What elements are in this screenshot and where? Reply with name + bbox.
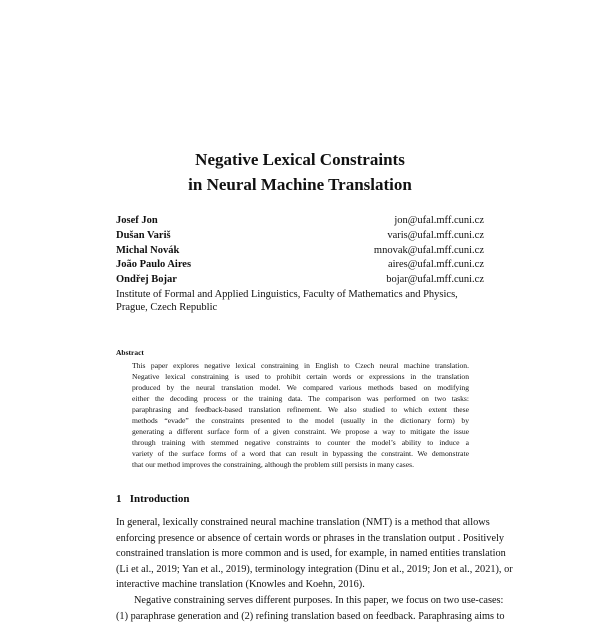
abstract-body xyxy=(132,360,469,470)
intro-line: (Li et al., 2019; Yan et al., 2019), terminology integration (Dinu et al., 2019; Jon et al., 2021), or xyxy=(116,563,513,575)
intro-line: constrained translation is more common and is used, for example, in named entities translation xyxy=(116,548,506,560)
abstract-line: paraphrasing and feedback-based translation refinement. We also studied to which extent these xyxy=(132,405,469,414)
abstract-line: methods “evade” the constraints presented to the model (usually in the dictionary form) by xyxy=(132,416,469,425)
intro-line: (1) paraphrase generation and (2) refining translation based on feedback. Paraphrasing aims to xyxy=(116,610,505,622)
paper-title-line-1: Negative Lexical Constraints xyxy=(195,150,405,169)
author-name: Michal Novák xyxy=(116,244,180,256)
author-row xyxy=(116,245,484,259)
author-email[interactable]: aires@ufal.mff.cuni.cz xyxy=(387,259,484,271)
author-row xyxy=(116,230,484,244)
intro-line: interactive machine translation (Knowles and Koehn, 2016). xyxy=(116,579,365,591)
intro-line: Negative constraining serves different purposes. In this paper, we focus on two use-cases: xyxy=(134,594,504,606)
intro-line: In general, lexically constrained neural machine translation (NMT) is a method that allows xyxy=(116,517,490,528)
introduction-body xyxy=(116,515,513,624)
abstract-line: that our method improves the constraining, although the problem still persists in many cases. xyxy=(132,460,414,469)
author-name: Josef Jon xyxy=(116,215,158,226)
affiliation-line-1: Institute of Formal and Applied Linguistics, Faculty of Mathematics and Physics, xyxy=(116,289,458,300)
author-row xyxy=(116,215,484,229)
intro-line: enforcing presence or absence of certain words or phrases in the translation output . Positively xyxy=(116,532,505,544)
author-name: João Paulo Aires xyxy=(116,259,192,271)
abstract-line: through training with stemmed negative constraints to counter the model’s ability to induce a xyxy=(132,438,469,447)
author-email[interactable]: bojar@ufal.mff.cuni.cz xyxy=(386,274,484,286)
author-name: Dušan Variš xyxy=(116,229,171,241)
abstract-line: either the decoding process or the training data. The comparison was performed on two tasks: xyxy=(132,394,469,403)
abstract-line: variety of the surface forms of a word that can result in bypassing the constraint. We demonstrate xyxy=(132,449,469,458)
author-email[interactable]: mnovak@ufal.mff.cuni.cz xyxy=(373,244,484,256)
paper-title-line-2: in Neural Machine Translation xyxy=(188,175,412,194)
abstract-line: This paper explores negative lexical constraining in English to Czech neural machine translation. xyxy=(132,361,469,370)
affiliation-line-2: Prague, Czech Republic xyxy=(116,302,218,313)
abstract-heading: Abstract xyxy=(116,348,144,357)
abstract-line: generating a different surface form of a given constraint. We propose a way to mitigate the issue xyxy=(132,427,469,436)
abstract-line: Negative lexical constraining is used to prohibit certain words or expressions in the translation xyxy=(132,372,469,381)
section-heading: 1 Introduction xyxy=(116,493,190,505)
author-email[interactable]: varis@ufal.mff.cuni.cz xyxy=(387,229,484,241)
author-row xyxy=(116,259,484,273)
author-name: Ondřej Bojar xyxy=(116,274,177,286)
author-row xyxy=(116,274,484,288)
author-email[interactable]: jon@ufal.mff.cuni.cz xyxy=(394,215,484,226)
abstract-line: produced by the neural translation model. We compared various methods based on modifying xyxy=(132,383,469,392)
